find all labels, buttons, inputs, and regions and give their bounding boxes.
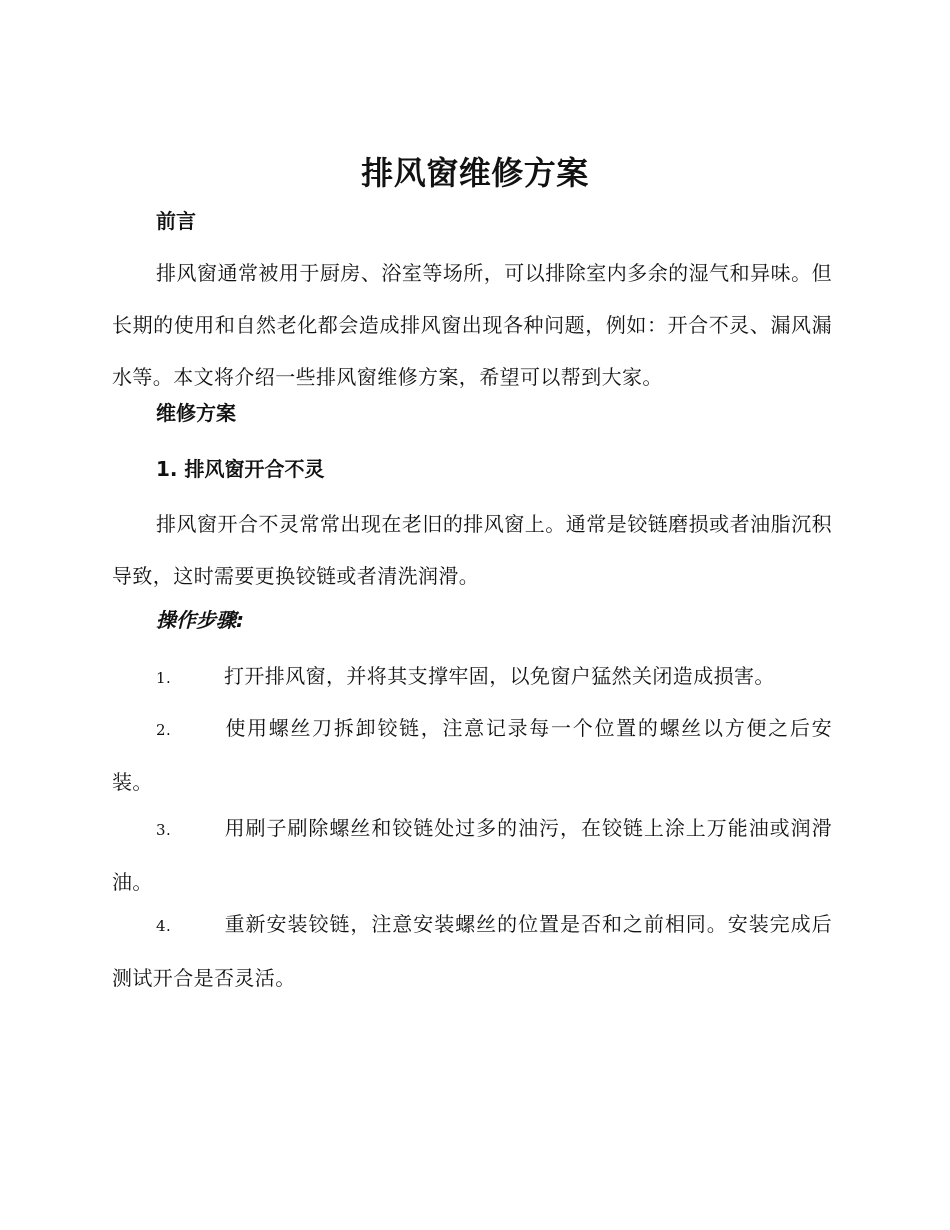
step-text: 用刷子刷除螺丝和铰链处过多的油污，在铰链上涂上万能油或润滑油。 [112,816,832,894]
preface-paragraph: 排风窗通常被用于厨房、浴室等场所，可以排除室内多余的湿气和异味。但长期的使用和自然老化都会造成排风窗出现各种问题，例如：开合不灵、漏风漏水等。本文将介绍一些排风窗维修方案，希望可以帮到大家。 [112,261,832,389]
step-item [112,650,832,704]
step-number: 4. [156,917,172,935]
step-number: 2. [156,721,172,739]
step-number: 1. [156,669,172,687]
step-number: 3. [156,821,172,839]
repair-plan-heading: 维修方案 [156,401,236,425]
step-text: 重新安装铰链，注意安装螺丝的位置是否和之前相同。安装完成后测试开合是否灵活。 [112,912,832,990]
step-text: 打开排风窗，并将其支撑牢固，以免窗户猛然关闭造成损害。 [224,664,775,688]
steps-label: 操作步骤: [156,608,244,632]
item-1-paragraph: 排风窗开合不灵常常出现在老旧的排风窗上。通常是铰链磨损或者油脂沉积导致，这时需要更换铰链或者清洗润滑。 [112,512,832,588]
item-1-heading: 1. 排风窗开合不灵 [156,457,325,481]
step-text: 使用螺丝刀拆卸铰链，注意记录每一个位置的螺丝以方便之后安装。 [112,716,832,794]
step-item [112,898,832,1004]
step-item [112,702,832,808]
step-item [112,802,832,908]
document-title: 排风窗维修方案 [361,154,589,192]
preface-heading: 前言 [156,209,196,233]
